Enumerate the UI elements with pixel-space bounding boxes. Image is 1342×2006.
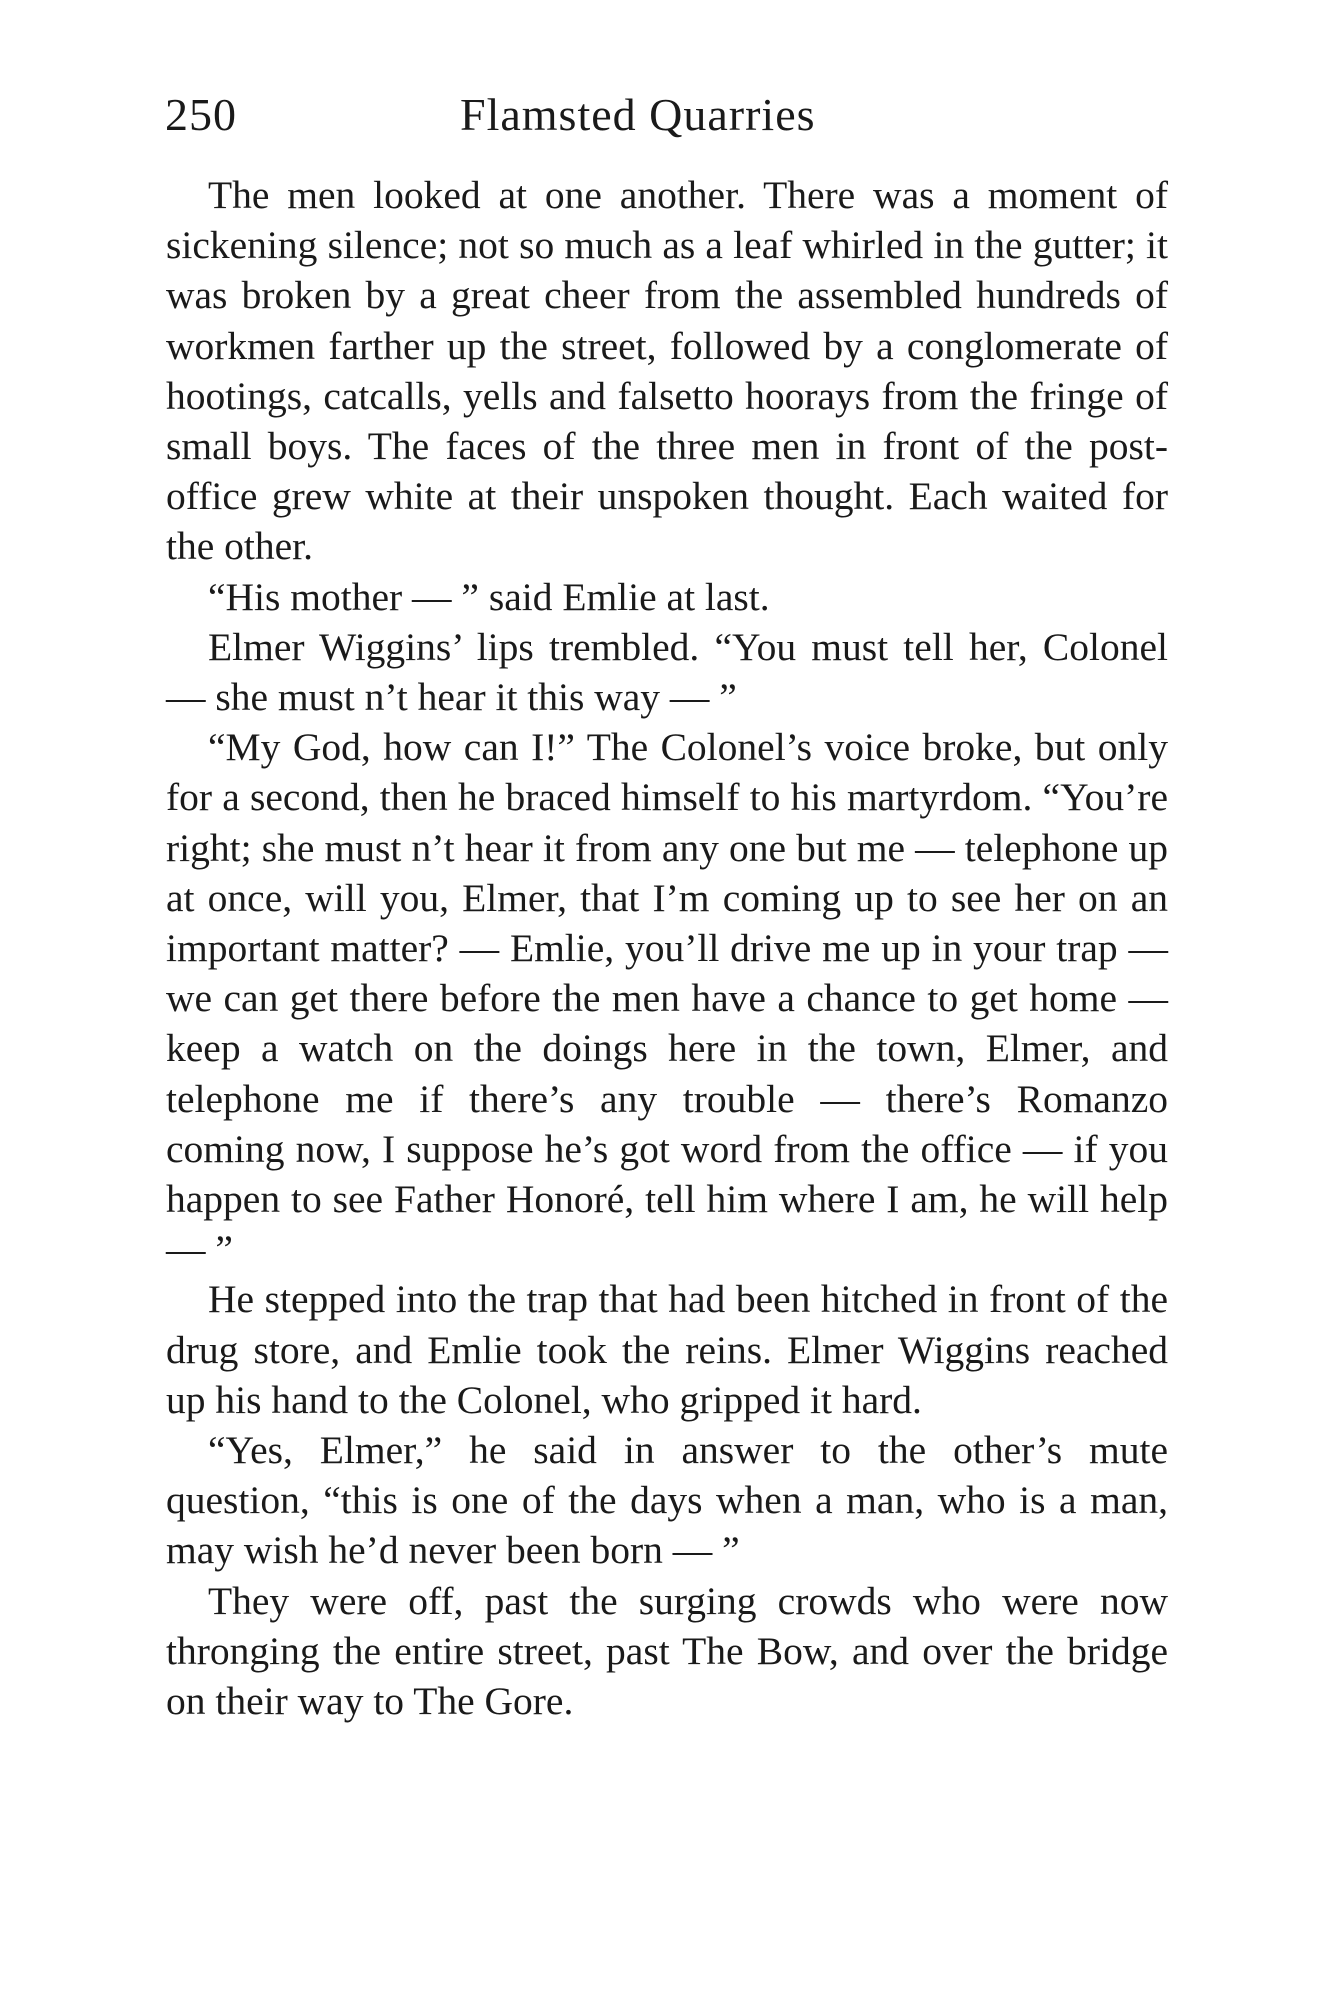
paragraph: “Yes, Elmer,” he said in answer to the other’s mute question, “this is one of the days when a man, who is a man, may wish he’d never been born — ” xyxy=(166,1428,1168,1573)
paragraph: “His mother — ” said Emlie at last. xyxy=(208,574,770,619)
page-header xyxy=(165,88,1165,148)
paragraph: “My God, how can I!” The Colonel’s voice broke, but only for a second, then he braced himself to his martyrdom. “You’re right; she must n’t hear it from any one but me — telephone up at once, will you, Elmer, that I’m coming up to see her on an important matter? — Emlie, you’ll drive me up in your trap — we can get there before the men have a chance to get home — keep a watch on the doings here in the town, Elmer, and telephone me if there’s any trouble — there’s Romanzo coming now, I suppose he’s got word from the office — if you happen to see Father Honoré, tell him where I am, he will help — ” xyxy=(166,725,1168,1272)
paragraph: The men looked at one another. There was a moment of sickening silence; not so much as a leaf whirled in the gutter; it was broken by a great cheer from the assembled hundreds of workmen farther up the street, followed by a conglomerate of hootings, catcalls, yells and falsetto hoorays from the fringe of small boys. The faces of the three men in front of the post-office grew white at their unspoken thought. Each waited for the other. xyxy=(166,173,1168,569)
paragraph: They were off, past the surging crowds who were now thronging the entire street, past The Bow, and over the bridge on their way to The Gore. xyxy=(166,1578,1168,1724)
paragraph: He stepped into the trap that had been hitched in front of the drug store, and Emlie took the reins. Elmer Wiggins reached up his hand to the Colonel, who gripped it hard. xyxy=(166,1277,1168,1422)
running-title: Flamsted Quarries xyxy=(460,89,816,140)
body-text xyxy=(166,170,1168,1726)
paragraph: Elmer Wiggins’ lips trembled. “You must tell her, Colonel — she must n’t hear it this way — ” xyxy=(166,624,1168,720)
page-number: 250 xyxy=(165,89,237,140)
